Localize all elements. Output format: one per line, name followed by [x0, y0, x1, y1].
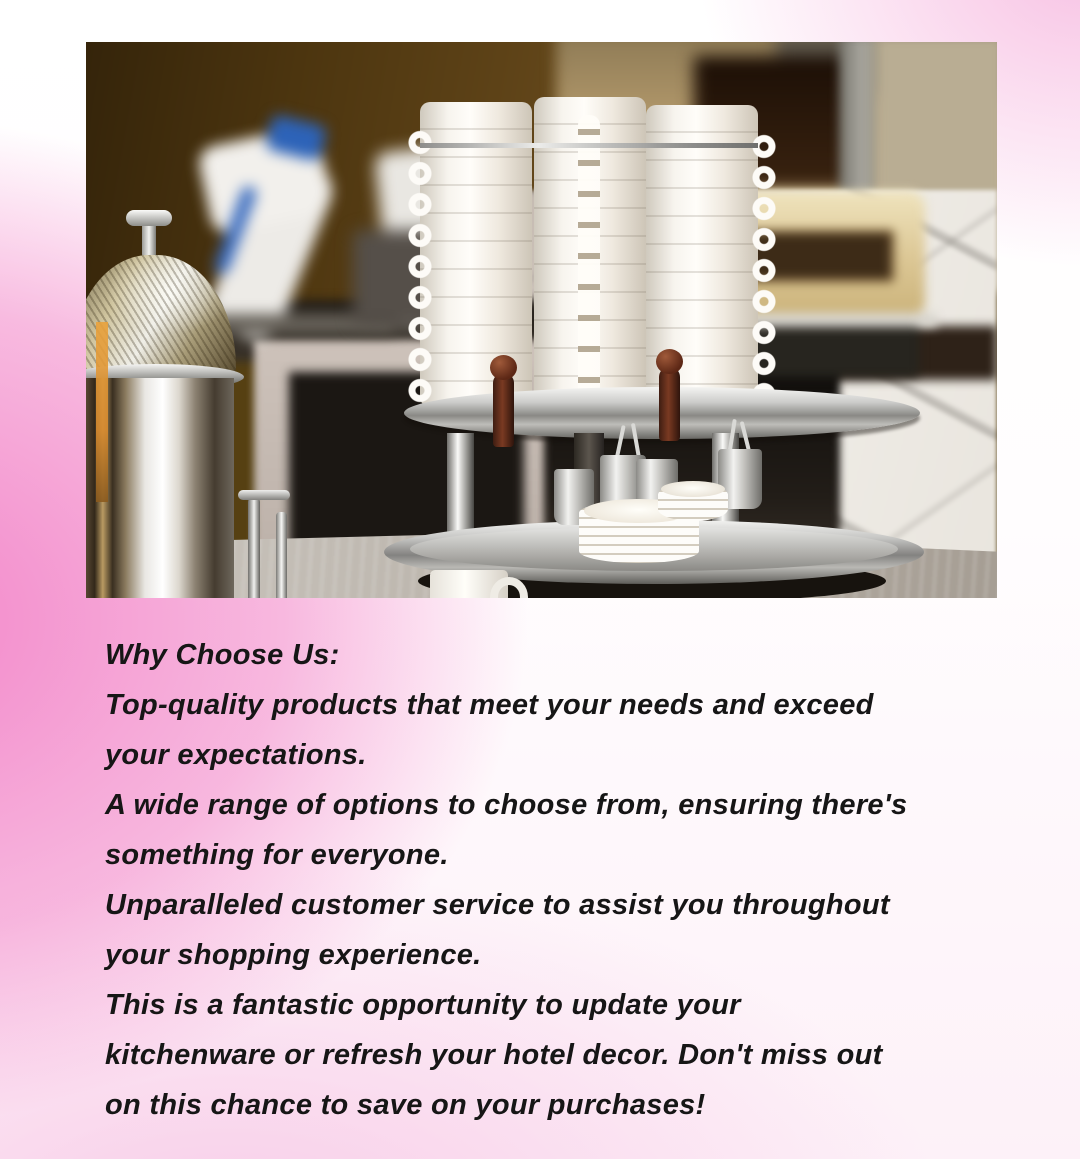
carousel-pillar-left [447, 433, 474, 535]
description-heading: Why Choose Us: [105, 639, 340, 671]
description-line: on this chance to save on your purchases! [105, 1089, 706, 1121]
description-line: This is a fantastic opportunity to update your [105, 989, 741, 1021]
description-line: kitchenware or refresh your hotel decor. Don't miss out [105, 1039, 883, 1071]
urn-dome-lid [86, 255, 236, 379]
coffee-urn [86, 182, 360, 598]
urn-spigot-frame [238, 490, 290, 500]
description-line: Top-quality products that meet your needs and exceed [105, 689, 874, 721]
urn-spigot-frame [276, 512, 287, 598]
saucer-stack-small [658, 483, 728, 521]
product-photo [86, 42, 997, 598]
white-espresso-cup [430, 570, 508, 598]
cup-handles-left [402, 127, 438, 409]
urn-sight-glass [96, 322, 108, 502]
description-text [105, 630, 1005, 1130]
urn-body [86, 378, 234, 598]
urn-finial [124, 210, 176, 260]
description-line: Unparalleled customer service to assist you throughout [105, 889, 890, 921]
cup-handles-right [746, 131, 782, 403]
urn-spigot-frame [248, 498, 260, 598]
description-line: your expectations. [105, 739, 367, 771]
description-line: something for everyone. [105, 839, 449, 871]
chrome-ring-band [420, 143, 758, 148]
cup-handles-middle [578, 115, 600, 407]
wooden-handle-right [659, 367, 680, 441]
description-line: your shopping experience. [105, 939, 482, 971]
description-line: A wide range of options to choose from, ensuring there's [105, 789, 908, 821]
cup-dispenser-carousel [396, 97, 936, 598]
wooden-handle-left [493, 373, 514, 447]
